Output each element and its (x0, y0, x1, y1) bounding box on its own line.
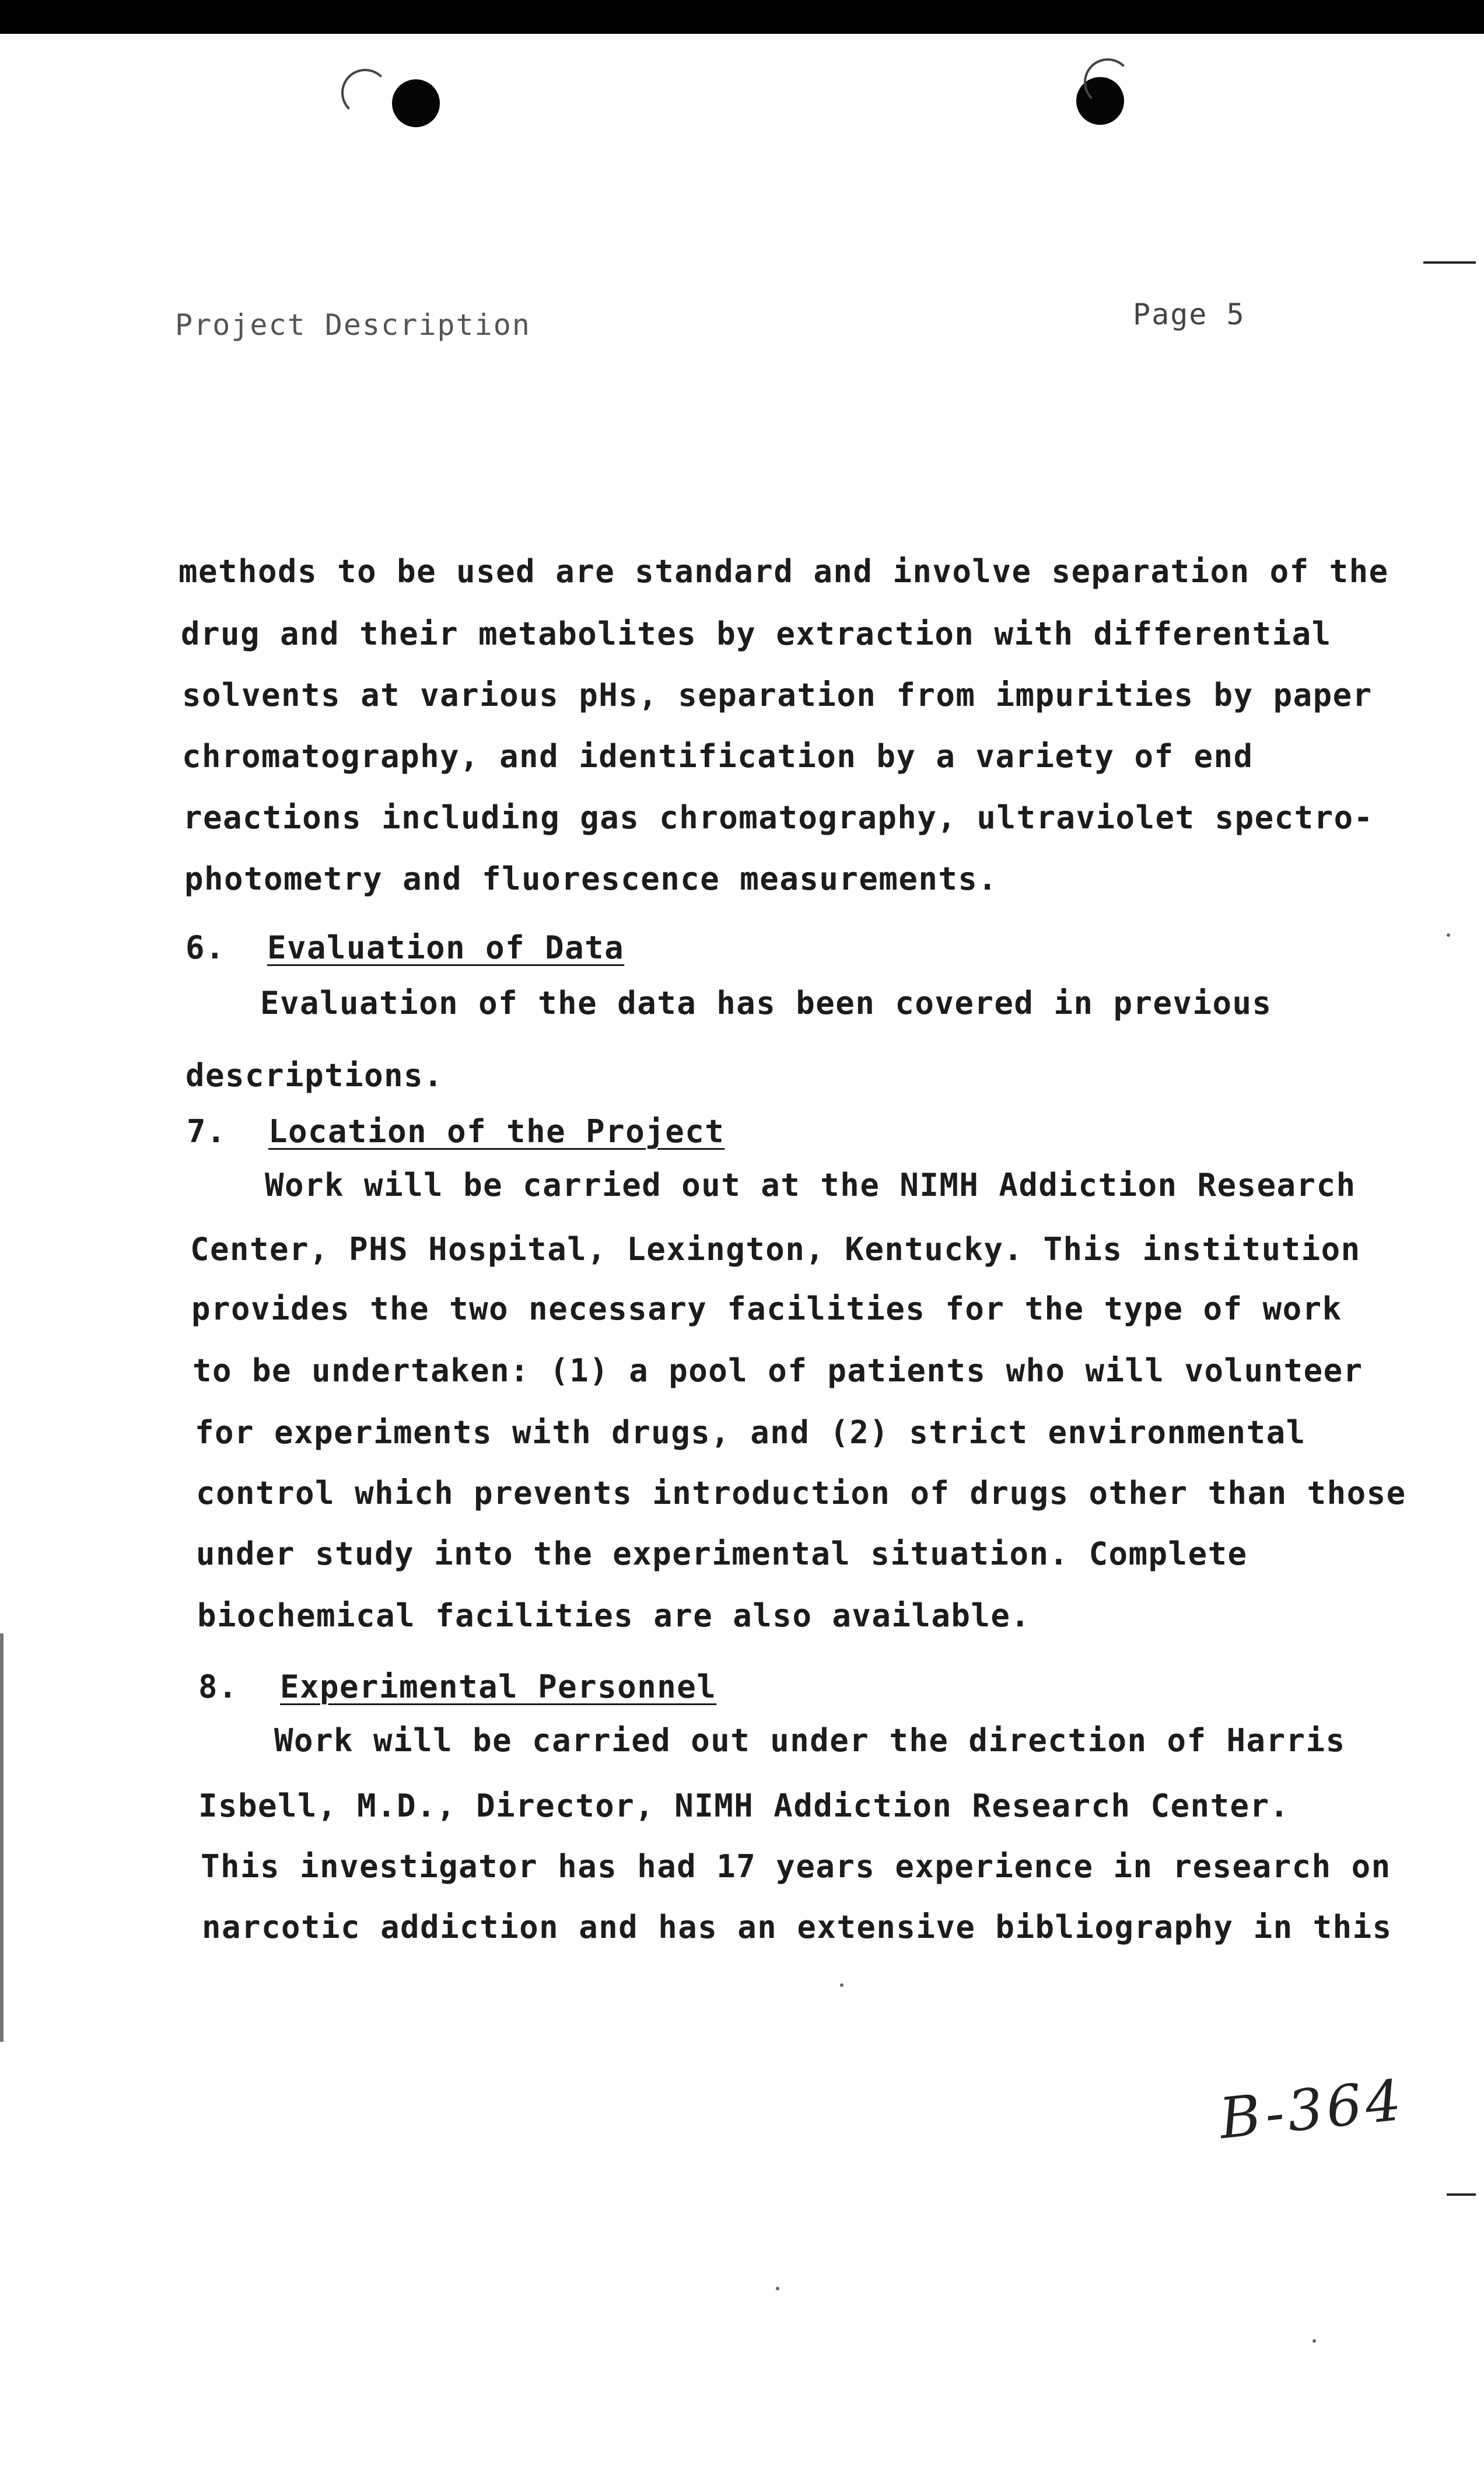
paragraph-line: descriptions. (186, 1057, 444, 1094)
paragraph-line: This investigator has had 17 years experience in research on (201, 1848, 1391, 1885)
paragraph-line: under study into the experimental situation. Complete (196, 1535, 1248, 1572)
paragraph-line: provides the two necessary facilities for the type of work (191, 1290, 1342, 1327)
header-title: Project Description (175, 308, 531, 342)
page-number: Page 5 (1133, 298, 1245, 331)
paragraph-line: for experiments with drugs, and (2) strict environmental (195, 1414, 1306, 1451)
section-number: 8. (198, 1668, 239, 1705)
paragraph-line: narcotic addiction and has an extensive bibliography in this (202, 1909, 1392, 1945)
scan-speck (1447, 933, 1450, 937)
paragraph-line: reactions including gas chromatography, ultraviolet spectro- (183, 799, 1374, 836)
section-title: Experimental Personnel (280, 1668, 717, 1705)
paragraph-line: solvents at various pHs, separation from impurities by paper (182, 677, 1373, 713)
scan-speck (1312, 2339, 1316, 2343)
handwritten-annotation: B-364 (1216, 2067, 1408, 2152)
paragraph-line: Isbell, M.D., Director, NIMH Addiction Research Center. (198, 1787, 1290, 1824)
section-title: Evaluation of Data (267, 929, 625, 966)
paragraph-line: Center, PHS Hospital, Lexington, Kentucky. This institution (190, 1231, 1361, 1268)
paragraph-line: Work will be carried out under the direction of Harris (274, 1722, 1346, 1759)
paragraph-line: control which prevents introduction of drugs other than those (196, 1475, 1406, 1511)
paragraph-line: chromatography, and identification by a variety of end (182, 738, 1254, 775)
scan-speck (840, 1983, 844, 1987)
paragraph-line: photometry and fluorescence measurements. (184, 860, 998, 897)
paragraph-line: methods to be used are standard and involve separation of the (178, 553, 1389, 590)
section-number: 6. (186, 929, 226, 966)
paragraph-line: Evaluation of the data has been covered in previous (260, 985, 1272, 1021)
section-number: 7. (187, 1113, 227, 1150)
paragraph-line: biochemical facilities are also available. (197, 1597, 1031, 1634)
section-heading-7 (187, 1113, 724, 1150)
section-title: Location of the Project (268, 1113, 725, 1150)
section-heading-6 (186, 929, 624, 966)
section-heading-8 (198, 1668, 716, 1705)
scan-speck (776, 2287, 779, 2290)
paragraph-line: drug and their metabolites by extraction with differential (181, 615, 1332, 652)
paragraph-line: to be undertaken: (1) a pool of patients who will volunteer (192, 1352, 1363, 1389)
paragraph-line: Work will be carried out at the NIMH Addiction Research (265, 1167, 1356, 1203)
